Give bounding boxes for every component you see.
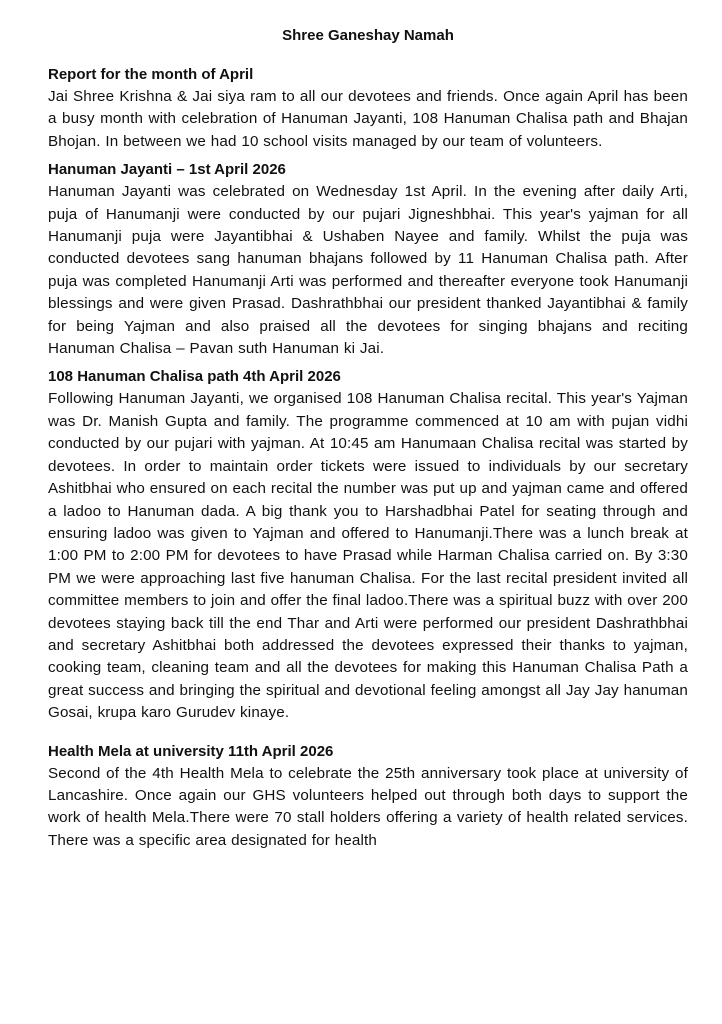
section-heading: Report for the month of April: [48, 66, 254, 83]
page-title: Shree Ganeshay Namah: [282, 27, 454, 44]
section-body: Hanuman Jayanti was celebrated on Wednesday 1st April. In the evening after daily Arti, puja of Hanumanji were conducted by our pujari Jigneshbhai. This year's yajman for all Hanumanji puja were Jayantibhai & Ushaben Nayee and family. Whilst the puja was conducted devotees sang hanuman bhajans followed by 11 Hanuman Chalisa path. After puja was completed Hanumanji Arti was performed and thereafter everyone took Hanumanji blessings and were given Prasad. Dashrathbhai our president thanked Jayantibhai & family for being Yajman and also praised all the devotees for singing bhajans and reciting Hanuman Chalisa – Pavan suth Hanuman ki Jai.: [48, 183, 688, 358]
section-heading: 108 Hanuman Chalisa path 4th April 2026: [48, 368, 341, 386]
section-hanuman-jayanti: [48, 159, 688, 360]
section-body: Following Hanuman Jayanti, we organised 108 Hanuman Chalisa recital. This year's Yajman was Dr. Manish Gupta and family. The programme commenced at 10 am with pujan vidhi conducted by our pujari with yajman. At 10:45 am Hanumaan Chalisa recital was started by devotees. In order to maintain order tickets were issued to individuals by our secretary Ashitbhai who ensured on each recital the number was put up and yajman came and offered a ladoo to Hanuman dada. A big thank you to Harshadbhai Patel for seating through and ensuring ladoo was given to Yajman and offered to Hanumanji.There was a lunch break at 1:00 PM to 2:00 PM for devotees to have Prasad while Harman Chalisa carried on. By 3:30 PM we were approaching last five hanuman Chalisa. For the last recital president invited all committee members to join and offer the final ladoo.There was a spiritual buzz with over 200 devotees staying back till the end Thar and Arti were performed our president Dashrathbhai and secretary Ashitbhai both addressed the devotees expressed their thanks to yajman, cooking team, cleaning team and all the devotees for making this Hanuman Chalisa Path a great success and bringing the spiritual and devotional feeling amongst all Jay Jay hanuman Gosai, krupa karo Gurudev kinaye.: [48, 390, 688, 722]
section-spacer: [48, 731, 688, 741]
section-hanuman-chalisa-path: [48, 366, 688, 724]
section-health-mela: [48, 741, 688, 853]
section-body: Second of the 4th Health Mela to celebrate the 25th anniversary took place at university of Lancashire. Once again our GHS volunteers helped out through both days to support the work of health Mela.There were 70 stall holders offering a variety of health related services. There was a specific area designated for health: [48, 764, 688, 849]
section-heading: Hanuman Jayanti – 1st April 2026: [48, 161, 286, 179]
section-heading: Health Mela at university 11th April 2026: [48, 742, 334, 760]
section-body: Jai Shree Krishna & Jai siya ram to all our devotees and friends. Once again April has been a busy month with celebration of Hanuman Jayanti, 108 Hanuman Chalisa path and Bhajan Bhojan. In between we had 10 school visits managed by our team of volunteers.: [48, 88, 688, 150]
section-april-report: [48, 64, 688, 153]
